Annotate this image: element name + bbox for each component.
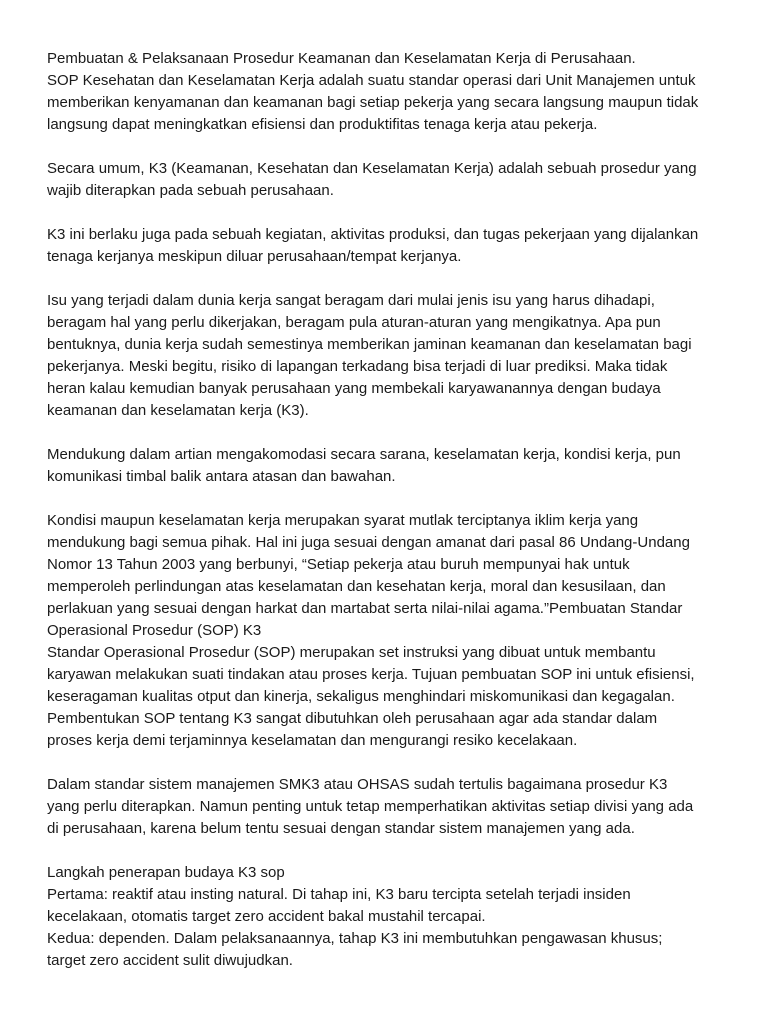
text-line: memberikan kenyamanan dan keamanan bagi setiap pekerja yang secara langsung maupun tidak xyxy=(47,94,699,111)
paragraph-work-issues xyxy=(47,290,737,422)
paragraph-intro xyxy=(47,48,737,136)
paragraph-k3-definition xyxy=(47,158,737,202)
text-line: heran kalau kemudian banyak perusahaan yang membekali karyawanannya dengan budaya xyxy=(47,380,661,397)
text-line: keamanan dan keselamatan kerja (K3). xyxy=(47,402,309,419)
text-line: Isu yang terjadi dalam dunia kerja sangat beragam dari mulai jenis isu yang harus dihadapi, xyxy=(47,292,655,309)
text-line: perlakuan yang sesuai dengan harkat dan martabat serta nilai-nilai agama.”Pembuatan Standar xyxy=(47,600,683,617)
text-line: K3 ini berlaku juga pada sebuah kegiatan, aktivitas produksi, dan tugas pekerjaan yang dijalankan xyxy=(47,226,699,243)
text-line: mendukung bagi semua pihak. Hal ini juga sesuai dengan amanat dari pasal 86 Undang-Undang xyxy=(47,534,690,551)
text-line: Nomor 13 Tahun 2003 yang berbunyi, “Setiap pekerja atau buruh mempunyai hak untuk xyxy=(47,556,630,573)
paragraph-k3-scope xyxy=(47,224,737,268)
text-line: target zero accident sulit diwujudkan. xyxy=(47,952,293,969)
text-line: beragam hal yang perlu dikerjakan, beragam pula aturan-aturan yang mengikatnya. Apa pun xyxy=(47,314,661,331)
text-line: kecelakaan, otomatis target zero accident bakal mustahil tercapai. xyxy=(47,908,486,925)
paragraph-implementation-steps xyxy=(47,862,737,972)
text-line: wajib diterapkan pada sebuah perusahaan. xyxy=(47,182,334,199)
text-line: yang perlu diterapkan. Namun penting untuk tetap memperhatikan aktivitas setiap divisi yang ada xyxy=(47,798,694,815)
paragraph-support xyxy=(47,444,737,488)
text-line: Pembuatan & Pelaksanaan Prosedur Keamanan dan Keselamatan Kerja di Perusahaan. xyxy=(47,50,636,67)
text-line: langsung dapat meningkatkan efisiensi dan produktifitas tenaga kerja atau pekerja. xyxy=(47,116,598,133)
text-line: proses kerja demi terjaminnya keselamatan dan mengurangi resiko kecelakaan. xyxy=(47,732,578,749)
text-line: keseragaman kualitas otput dan kinerja, sekaligus menghindari miskomunikasi dan kegagalan. xyxy=(47,688,675,705)
text-line: Pembentukan SOP tentang K3 sangat dibutuhkan oleh perusahaan agar ada standar dalam xyxy=(47,710,658,727)
text-line: Mendukung dalam artian mengakomodasi secara sarana, keselamatan kerja, kondisi kerja, pun xyxy=(47,446,681,463)
text-line: di perusahaan, karena belum tentu sesuai dengan standar sistem manajemen yang ada. xyxy=(47,820,635,837)
text-line: Dalam standar sistem manajemen SMK3 atau OHSAS sudah tertulis bagaimana prosedur K3 xyxy=(47,776,668,793)
text-line: Langkah penerapan budaya K3 sop xyxy=(47,864,285,881)
text-line: Kondisi maupun keselamatan kerja merupakan syarat mutlak terciptanya iklim kerja yang xyxy=(47,512,639,529)
text-line: Secara umum, K3 (Keamanan, Kesehatan dan Keselamatan Kerja) adalah sebuah prosedur yang xyxy=(47,160,697,177)
text-line: Operasional Prosedur (SOP) K3 xyxy=(47,622,262,639)
document-page xyxy=(47,48,737,972)
text-line: SOP Kesehatan dan Keselamatan Kerja adalah suatu standar operasi dari Unit Manajemen untuk xyxy=(47,72,696,89)
text-line: karyawan melakukan suati tindakan atau proses kerja. Tujuan pembuatan SOP ini untuk efisiensi, xyxy=(47,666,695,683)
text-line: komunikasi timbal balik antara atasan dan bawahan. xyxy=(47,468,396,485)
text-line: bentuknya, dunia kerja sudah semestinya memberikan jaminan keamanan dan keselamatan bagi xyxy=(47,336,692,353)
text-line: Standar Operasional Prosedur (SOP) merupakan set instruksi yang dibuat untuk membantu xyxy=(47,644,656,661)
text-line: tenaga kerjanya meskipun diluar perusahaan/tempat kerjanya. xyxy=(47,248,462,265)
text-line: Pertama: reaktif atau insting natural. Di tahap ini, K3 baru tercipta setelah terjadi insiden xyxy=(47,886,631,903)
text-line: Kedua: dependen. Dalam pelaksanaannya, tahap K3 ini membutuhkan pengawasan khusus; xyxy=(47,930,663,947)
paragraph-sop-k3 xyxy=(47,510,737,752)
text-line: memperoleh perlindungan atas keselamatan dan kesehatan kerja, moral dan kesusilaan, dan xyxy=(47,578,666,595)
text-line: pekerjanya. Meski begitu, risiko di lapangan terkadang bisa terjadi di luar prediksi. Maka tidak xyxy=(47,358,668,375)
paragraph-smk3 xyxy=(47,774,737,840)
